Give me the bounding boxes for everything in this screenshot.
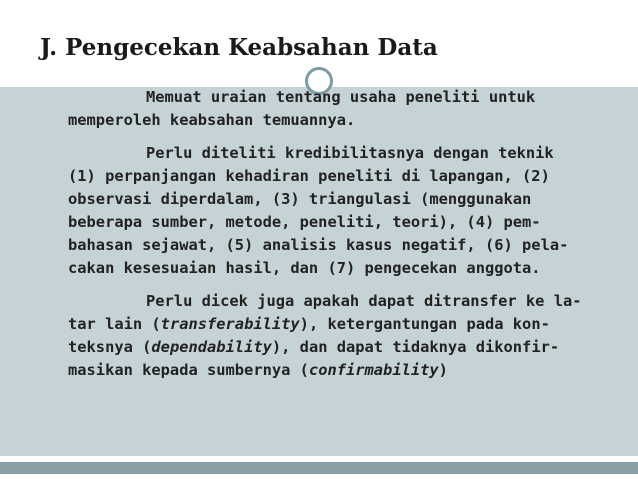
text-line: observasi diperdalam, (3) triangulasi (menggunakan [68,190,532,208]
text-segment: teksnya ( [68,338,152,356]
italic-term: transferability [160,315,300,333]
text-line [68,359,598,382]
text-segment: ) [438,361,448,379]
slide-title: J. Pengecekan Keabsahan Data [40,34,438,61]
italic-term: confirmability [308,361,439,379]
footer-bar [0,462,638,474]
text-segment: masikan kepada sumbernya ( [68,361,309,379]
text-line: Memuat uraian tentang usaha peneliti untuk [146,88,536,106]
text-line: memperoleh keabsahan temuannya. [68,111,356,129]
paragraph-2 [68,142,598,280]
text-line: cakan kesesuaian hasil, dan (7) pengecekan anggota. [68,259,541,277]
text-line [68,313,598,336]
italic-term: dependability [151,338,272,356]
text-line: beberapa sumber, metode, peneliti, teori), (4) pem- [68,213,541,231]
text-line [68,336,598,359]
text-line: bahasan sejawat, (5) analisis kasus negatif, (6) pela- [68,236,569,254]
paragraph-1 [68,86,598,132]
text-line: Perlu diteliti kredibilitasnya dengan teknik [146,144,554,162]
body-text [68,86,598,382]
paragraph-3 [68,290,598,382]
text-line: (1) perpanjangan kehadiran peneliti di lapangan, (2) [68,167,550,185]
text-line: Perlu dicek juga apakah dapat ditransfer ke la- [146,292,582,310]
text-segment: ), ketergantungan pada kon- [299,315,550,333]
text-segment: ), dan dapat tidaknya dikonfir- [271,338,560,356]
text-segment: tar lain ( [68,315,161,333]
